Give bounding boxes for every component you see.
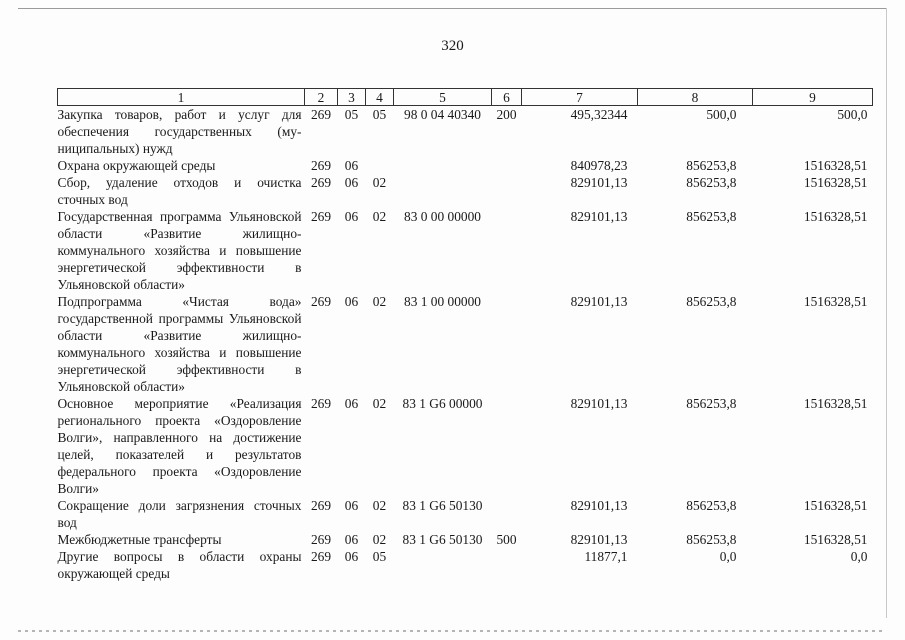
cell-admin-code: 269 (310, 396, 332, 411)
cell-subsection: 05 (372, 549, 387, 564)
column-header: 7 (522, 89, 638, 106)
table-header-row (58, 89, 873, 106)
cell-subsection (366, 157, 394, 174)
cell-subsection: 02 (372, 498, 387, 513)
row-name: Закупка товаров, работ и услуг для обеспечения государственных (му-ниципальных) нужд (57, 107, 302, 156)
cell-amount-9: 1516328,51 (803, 532, 868, 547)
cell-amount-9: 1516328,51 (803, 158, 868, 173)
row-name: Государственная программа Ульяновской области «Развитие жилищно-коммунального хозяйства и повышение энергетической эффективности в Ульяновской области» (57, 209, 302, 292)
row-name: Охрана окружающей среды (57, 158, 216, 173)
column-header: 1 (58, 89, 305, 106)
cell-target-article: 98 0 04 40340 (404, 107, 481, 122)
cell-admin-code: 269 (310, 498, 332, 513)
cell-target-article (394, 174, 492, 208)
row-name: Подпрограмма «Чистая вода» государственной программы Ульяновской области «Развитие жилищно-коммунального хозяйства и повышение энергетической эффективности в Ульяновской области» (57, 294, 302, 394)
cell-subsection: 05 (372, 107, 387, 122)
cell-amount-9: 1516328,51 (803, 294, 868, 309)
table-row (58, 208, 873, 293)
row-name: Сокращение доли загрязнения сточных вод (57, 498, 302, 530)
table-row (58, 293, 873, 395)
cell-amount-8: 856253,8 (686, 396, 737, 411)
cell-admin-code: 269 (310, 532, 332, 547)
cell-amount-7: 829101,13 (570, 396, 628, 411)
cell-target-article: 83 1 00 00000 (404, 294, 481, 309)
column-header: 5 (394, 89, 492, 106)
row-name: Сбор, удаление отходов и очистка сточных вод (57, 175, 302, 207)
cell-subsection: 02 (372, 532, 387, 547)
cell-amount-7: 829101,13 (570, 294, 628, 309)
row-name: Межбюджетные трансферты (57, 532, 222, 547)
budget-table (57, 88, 873, 582)
cell-amount-7: 829101,13 (570, 532, 628, 547)
cell-expense-type (492, 208, 522, 293)
cell-admin-code: 269 (310, 294, 332, 309)
cell-expense-type (492, 174, 522, 208)
page-number: 320 (441, 38, 464, 54)
cell-subsection: 02 (372, 209, 387, 224)
cell-section: 06 (344, 294, 359, 309)
row-name: Основное мероприятие «Реализация регионального проекта «Оздоровление Волги», направленного на достижение целей, показателей и результатов федерального проекта «Оздоровление Волги» (57, 396, 302, 496)
cell-amount-8: 856253,8 (686, 532, 737, 547)
scan-noise-bottom (18, 630, 886, 632)
cell-section: 06 (344, 532, 359, 547)
cell-subsection: 02 (372, 396, 387, 411)
table-row (58, 157, 873, 174)
cell-subsection: 02 (372, 175, 387, 190)
table-row (58, 531, 873, 548)
scan-border-top (18, 8, 886, 9)
cell-target-article: 83 0 00 00000 (404, 209, 481, 224)
cell-section: 06 (344, 549, 359, 564)
table-row (58, 174, 873, 208)
cell-amount-8: 856253,8 (686, 209, 737, 224)
cell-target-article (394, 548, 492, 582)
column-header: 9 (753, 89, 873, 106)
cell-expense-type (492, 395, 522, 497)
cell-section: 06 (344, 158, 359, 173)
column-header: 3 (338, 89, 366, 106)
table-row (58, 497, 873, 531)
table-row (58, 106, 873, 158)
cell-section: 06 (344, 396, 359, 411)
column-header: 6 (492, 89, 522, 106)
cell-amount-7: 829101,13 (570, 209, 628, 224)
cell-admin-code: 269 (310, 209, 332, 224)
cell-amount-8: 856253,8 (686, 158, 737, 173)
cell-amount-8: 856253,8 (686, 175, 737, 190)
cell-section: 06 (344, 498, 359, 513)
cell-amount-7: 495,32344 (570, 107, 628, 122)
cell-amount-9: 1516328,51 (803, 396, 868, 411)
cell-amount-9: 1516328,51 (803, 498, 868, 513)
table-row (58, 548, 873, 582)
row-name: Другие вопросы в области охраны окружающей среды (57, 549, 302, 581)
cell-expense-type (492, 548, 522, 582)
column-header: 4 (366, 89, 394, 106)
cell-amount-9: 0,0 (850, 549, 868, 564)
cell-amount-8: 500,0 (706, 107, 737, 122)
cell-admin-code: 269 (310, 107, 332, 122)
cell-section: 05 (344, 107, 359, 122)
cell-admin-code: 269 (310, 175, 332, 190)
cell-target-article: 83 1 G6 00000 (402, 396, 483, 411)
cell-amount-9: 500,0 (837, 107, 868, 122)
cell-amount-8: 856253,8 (686, 498, 737, 513)
cell-amount-7: 840978,23 (570, 158, 628, 173)
cell-section: 06 (344, 175, 359, 190)
cell-amount-8: 0,0 (719, 549, 737, 564)
cell-subsection: 02 (372, 294, 387, 309)
table-row (58, 395, 873, 497)
cell-admin-code: 269 (310, 158, 332, 173)
cell-expense-type (492, 157, 522, 174)
cell-expense-type: 200 (496, 107, 517, 122)
column-header: 2 (305, 89, 338, 106)
scan-border-right (886, 8, 887, 618)
cell-amount-9: 1516328,51 (803, 209, 868, 224)
cell-expense-type (492, 293, 522, 395)
cell-amount-9: 1516328,51 (803, 175, 868, 190)
cell-amount-7: 829101,13 (570, 498, 628, 513)
column-header: 8 (638, 89, 753, 106)
cell-amount-8: 856253,8 (686, 294, 737, 309)
cell-expense-type (492, 497, 522, 531)
cell-admin-code: 269 (310, 549, 332, 564)
cell-section: 06 (344, 209, 359, 224)
cell-amount-7: 11877,1 (584, 549, 628, 564)
cell-target-article: 83 1 G6 50130 (402, 498, 483, 513)
cell-amount-7: 829101,13 (570, 175, 628, 190)
cell-target-article: 83 1 G6 50130 (402, 532, 483, 547)
cell-expense-type: 500 (496, 532, 517, 547)
cell-target-article (394, 157, 492, 174)
